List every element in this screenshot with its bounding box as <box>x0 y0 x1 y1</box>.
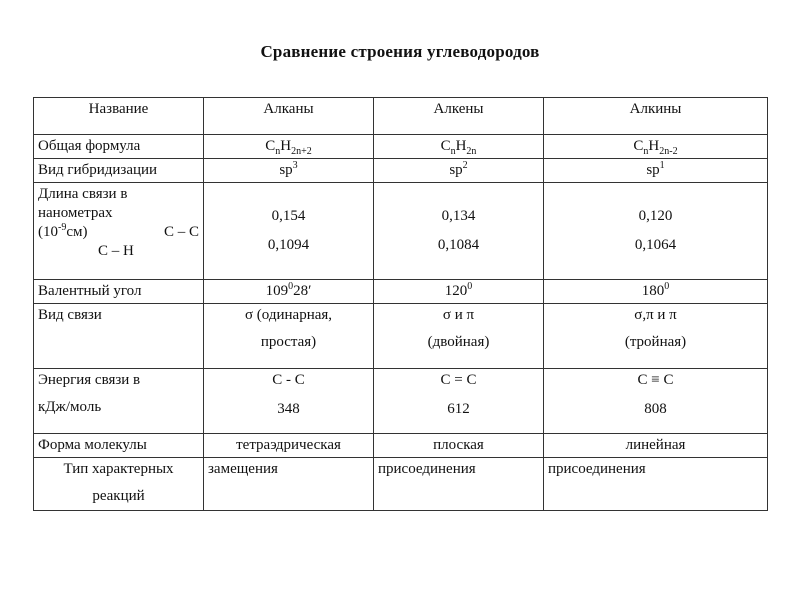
cell-length-alkenes: 0,134 0,1084 <box>374 183 544 280</box>
row-formula <box>34 135 768 159</box>
cell-formula-alkenes: $C_nH_{2n}$ <box>374 135 544 159</box>
cell-bond-alkenes: σ и π (двойная) <box>374 304 544 369</box>
cell-reactions-alkynes: присоединения <box>544 458 768 511</box>
cell-shape-alkynes: линейная <box>544 434 768 458</box>
table-header-row <box>34 98 768 135</box>
row-hybridization <box>34 159 768 183</box>
header-alkynes: Алкины <box>544 98 768 135</box>
header-name: Название <box>34 98 204 135</box>
cell-hybridization-alkynes: $sp^1$ <box>544 159 768 183</box>
row-reactions <box>34 458 768 511</box>
row-label-formula: Общая формула <box>34 135 204 159</box>
comparison-table <box>33 97 768 511</box>
cell-formula-alkanes: $C_nH_{2n+2}$ <box>204 135 374 159</box>
row-label-molecule-shape: Форма молекулы <box>34 434 204 458</box>
row-bond-type <box>34 304 768 369</box>
cell-angle-alkynes: $180^0$ <box>544 280 768 304</box>
cell-hybridization-alkanes: $sp^3$ <box>204 159 374 183</box>
cell-energy-alkanes: С - С 348 <box>204 369 374 434</box>
cell-length-alkanes: 0,154 0,1094 <box>204 183 374 280</box>
row-valence-angle <box>34 280 768 304</box>
cell-shape-alkanes: тетраэдрическая <box>204 434 374 458</box>
cell-energy-alkynes: С ≡ С 808 <box>544 369 768 434</box>
cell-angle-alkanes: $109^028'$ <box>204 280 374 304</box>
row-label-hybridization: Вид гибридизации <box>34 159 204 183</box>
cell-reactions-alkanes: замещения <box>204 458 374 511</box>
bond-cc-label: С – С <box>163 224 199 240</box>
cell-bond-alkynes: σ,π и π (тройная) <box>544 304 768 369</box>
header-alkenes: Алкены <box>374 98 544 135</box>
row-label-bond-energy: Энергия связи в кДж/моль <box>34 369 204 434</box>
cell-angle-alkenes: $120^0$ <box>374 280 544 304</box>
cell-energy-alkenes: С = С 612 <box>374 369 544 434</box>
cell-reactions-alkenes: присоединения <box>374 458 544 511</box>
row-label-valence-angle: Валентный угол <box>34 280 204 304</box>
row-label-bond-length: Длина связи в нанометрах $(10^{-9}см)$ С – С С – Н <box>34 183 204 280</box>
cell-formula-alkynes: $C_nH_{2n-2}$ <box>544 135 768 159</box>
cell-length-alkynes: 0,120 0,1064 <box>544 183 768 280</box>
cell-bond-alkanes: σ (одинарная, простая) <box>204 304 374 369</box>
header-alkanes: Алканы <box>204 98 374 135</box>
page-title: Сравнение строения углеводородов <box>260 42 540 61</box>
cell-hybridization-alkenes: $sp^2$ <box>374 159 544 183</box>
row-label-reactions: Тип характерных реакций <box>34 458 204 511</box>
row-molecule-shape <box>34 434 768 458</box>
row-label-bond-type: Вид связи <box>34 304 204 369</box>
row-bond-length <box>34 183 768 280</box>
bond-ch-label: С – Н <box>98 243 134 259</box>
cell-shape-alkenes: плоская <box>374 434 544 458</box>
row-bond-energy <box>34 369 768 434</box>
